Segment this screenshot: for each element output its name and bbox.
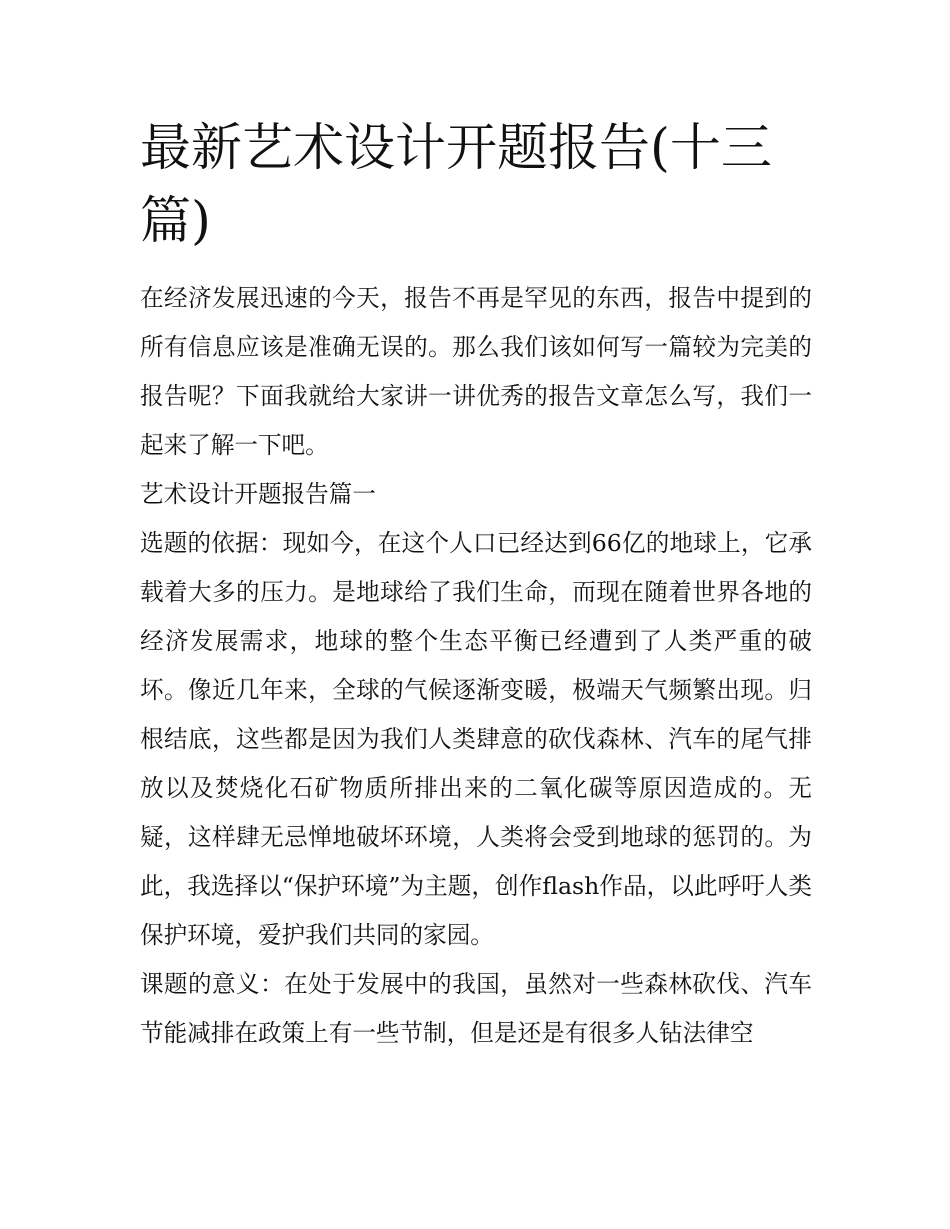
intro-paragraph: 在经济发展迅速的今天，报告不再是罕见的东西，报告中提到的所有信息应该是准确无误的。那么我们该如何写一篇较为完美的报告呢？下面我就给大家讲一讲优秀的报告文章怎么写，我们一起来了解一下吧。: [140, 284, 812, 459]
basis-paragraph: 选题的依据：现如今，在这个人口已经达到66亿的地球上，它承载着大多的压力。是地球给了我们生命，而现在随着世界各地的经济发展需求，地球的整个生态平衡已经遭到了人类严重的破坏。像近几年来，全球的气候逐渐变暖，极端天气频繁出现。归根结底，这些都是因为我们人类肆意的砍伐森林、汽车的尾气排放以及焚烧化石矿物质所排出来的二氧化碳等原因造成的。无疑，这样肆无忌惮地破坏环境，人类将会受到地球的惩罚的。为此，我选择以“保护环境”为主题，创作flash作品，以此呼吁人类保护环境，爱护我们共同的家园。: [140, 529, 812, 949]
section-heading: 艺术设计开题报告篇一: [140, 480, 376, 508]
significance-paragraph: 课题的意义：在处于发展中的我国，虽然对一些森林砍伐、汽车节能减排在政策上有一些节制，但是还是有很多人钻法律空: [140, 970, 812, 1047]
document-title: 最新艺术设计开题报告(十三篇): [140, 119, 772, 251]
document-body: [140, 112, 812, 1058]
